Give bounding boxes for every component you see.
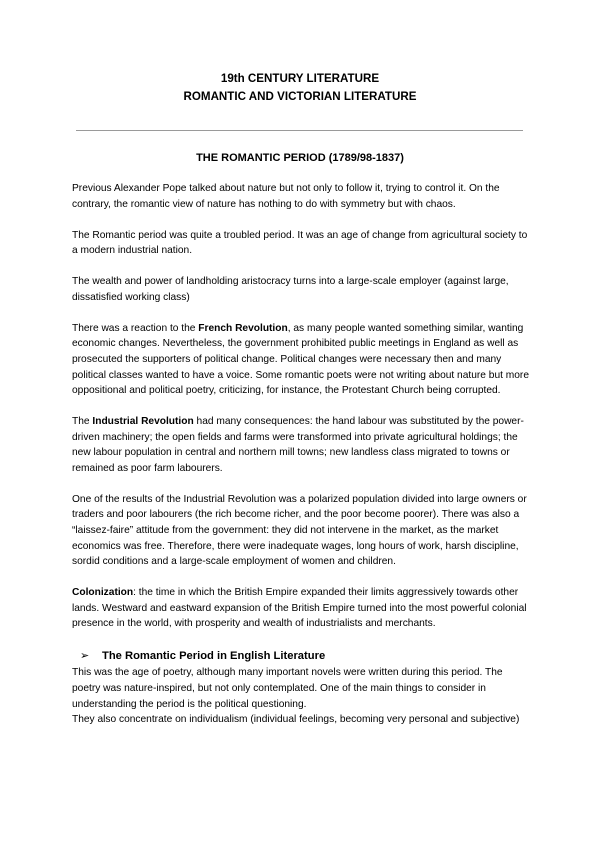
section-title: THE ROMANTIC PERIOD (1789/98-1837) xyxy=(196,152,404,164)
paragraph-text: had many consequences: the hand labour was substituted by the power-driven machinery; the open fields and farms were transformed into private agricultural holdings; the new labour population in central and northern mill towns; new landless class migrated to towns or remained as poor farm labourers. xyxy=(72,416,524,474)
paragraph-text: There was a reaction to the xyxy=(72,322,199,334)
bold-term-french-revolution: French Revolution xyxy=(198,322,288,334)
paragraph-text: The xyxy=(72,416,93,428)
paragraph-colonization xyxy=(72,585,530,632)
paragraph-industrial-revolution xyxy=(72,414,530,476)
paragraph-aristocracy: The wealth and power of landholding aristocracy turns into a large-scale employer (against large, dissatisfied working class) xyxy=(72,276,509,303)
paragraph-text: : the time in which the British Empire expanded their limits aggressively towards other lands. Westward and eastward expansion of the British Empire turned into the most powerful colonial presence in the world, with prosperity and wealth of industrialists and merchants. xyxy=(72,587,527,630)
paragraph-individualism: They also concentrate on individualism (individual feelings, becoming very personal and subjective) xyxy=(72,714,520,726)
bold-term-industrial-revolution: Industrial Revolution xyxy=(92,416,194,428)
document-title-line-2: ROMANTIC AND VICTORIAN LITERATURE xyxy=(183,90,417,103)
paragraph-age-of-poetry: This was the age of poetry, although many important novels were written during this period. The poetry was nature-inspired, but not only contemplated. One of the main things to consider in understanding the period is the political questioning. xyxy=(72,667,503,710)
paragraph-french-revolution xyxy=(72,321,530,399)
paragraph-pope-nature: Previous Alexander Pope talked about nature but not only to follow it, trying to control it. On the contrary, the romantic view of nature has nothing to do with symmetry but with chaos. xyxy=(72,183,500,210)
horizontal-divider xyxy=(76,130,523,131)
document-body xyxy=(72,181,530,728)
subsection-title: The Romantic Period in English Literature xyxy=(102,650,326,663)
paragraph-troubled-period: The Romantic period was quite a troubled period. It was an age of change from agricultural society to a modern industrial nation. xyxy=(72,229,528,257)
paragraph-text: , as many people wanted something similar, wanting economic changes. Nevertheless, the government prohibited public meetings in England as well as prosecuted the supporters of political change. Political changes were necessary then and many political classes wanted to have a voice. Some romantic poets were not writing about nature but more oppositional and political poetry, criticizing, for instance, the Protestant Church being corrupted. xyxy=(72,322,529,397)
document-title-line-1: 19th CENTURY LITERATURE xyxy=(220,72,380,85)
arrow-bullet-icon: ➢ xyxy=(80,650,90,663)
bold-term-colonization: Colonization xyxy=(72,587,134,599)
paragraph-polarized-population: One of the results of the Industrial Revolution was a polarized population divided into large owners or traders and poor labourers (the rich become richer, and the poor become poorer). There was also a “laissez-faire” attitude from the government: they did not intervene in the market, as the market economics was free. Therefore, there were inadequate wages, long hours of work, harsh discipline, sordid conditions and a large-scale employment of women and children. xyxy=(72,493,527,568)
subsection-heading xyxy=(72,647,530,665)
